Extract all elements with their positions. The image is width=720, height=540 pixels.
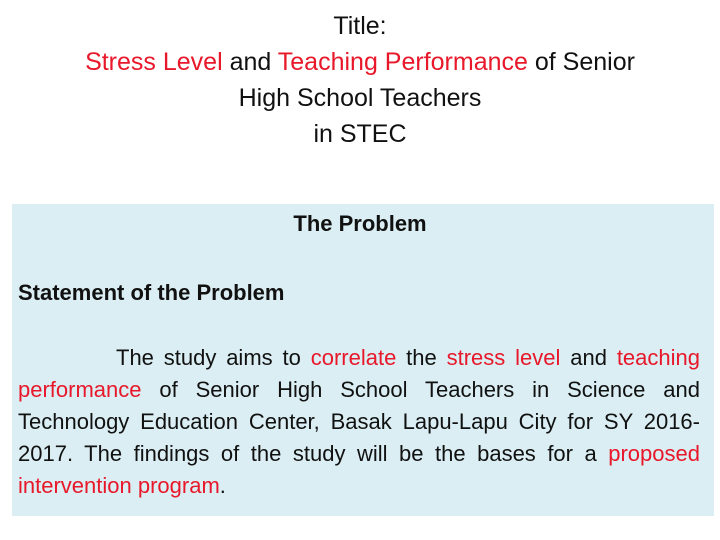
body-period: . — [219, 473, 226, 498]
title-line-3: High School Teachers — [238, 84, 482, 112]
body-segment-3: the — [396, 345, 447, 370]
body-teaching-performance: teaching performance — [18, 345, 700, 402]
title-stress-level: Stress Level — [85, 48, 223, 76]
problem-heading: The Problem — [293, 211, 427, 236]
body-segment-7: of Senior High School Teachers in Science and Technology Education Center, Basak Lapu-Lapu City for SY 2016-2017. The findings of the study will be the bases for a — [18, 377, 700, 466]
statement-subheading: Statement of the Problem — [18, 280, 285, 305]
body-correlate: correlate — [310, 345, 397, 370]
title-and: and — [222, 48, 278, 76]
body-intervention-program: proposed intervention program — [18, 441, 700, 498]
statement-body — [18, 342, 700, 502]
title-label: Title: — [333, 12, 387, 40]
title-line-2 — [0, 44, 720, 80]
slide-title — [0, 8, 720, 152]
title-line-4: in STEC — [313, 120, 407, 148]
body-segment-5: and — [560, 345, 617, 370]
body-segment-1: The study aims to — [116, 345, 311, 370]
title-teaching-performance: Teaching Performance — [277, 48, 528, 76]
title-of-senior: of Senior — [527, 48, 635, 76]
body-stress-level: stress level — [446, 345, 561, 370]
